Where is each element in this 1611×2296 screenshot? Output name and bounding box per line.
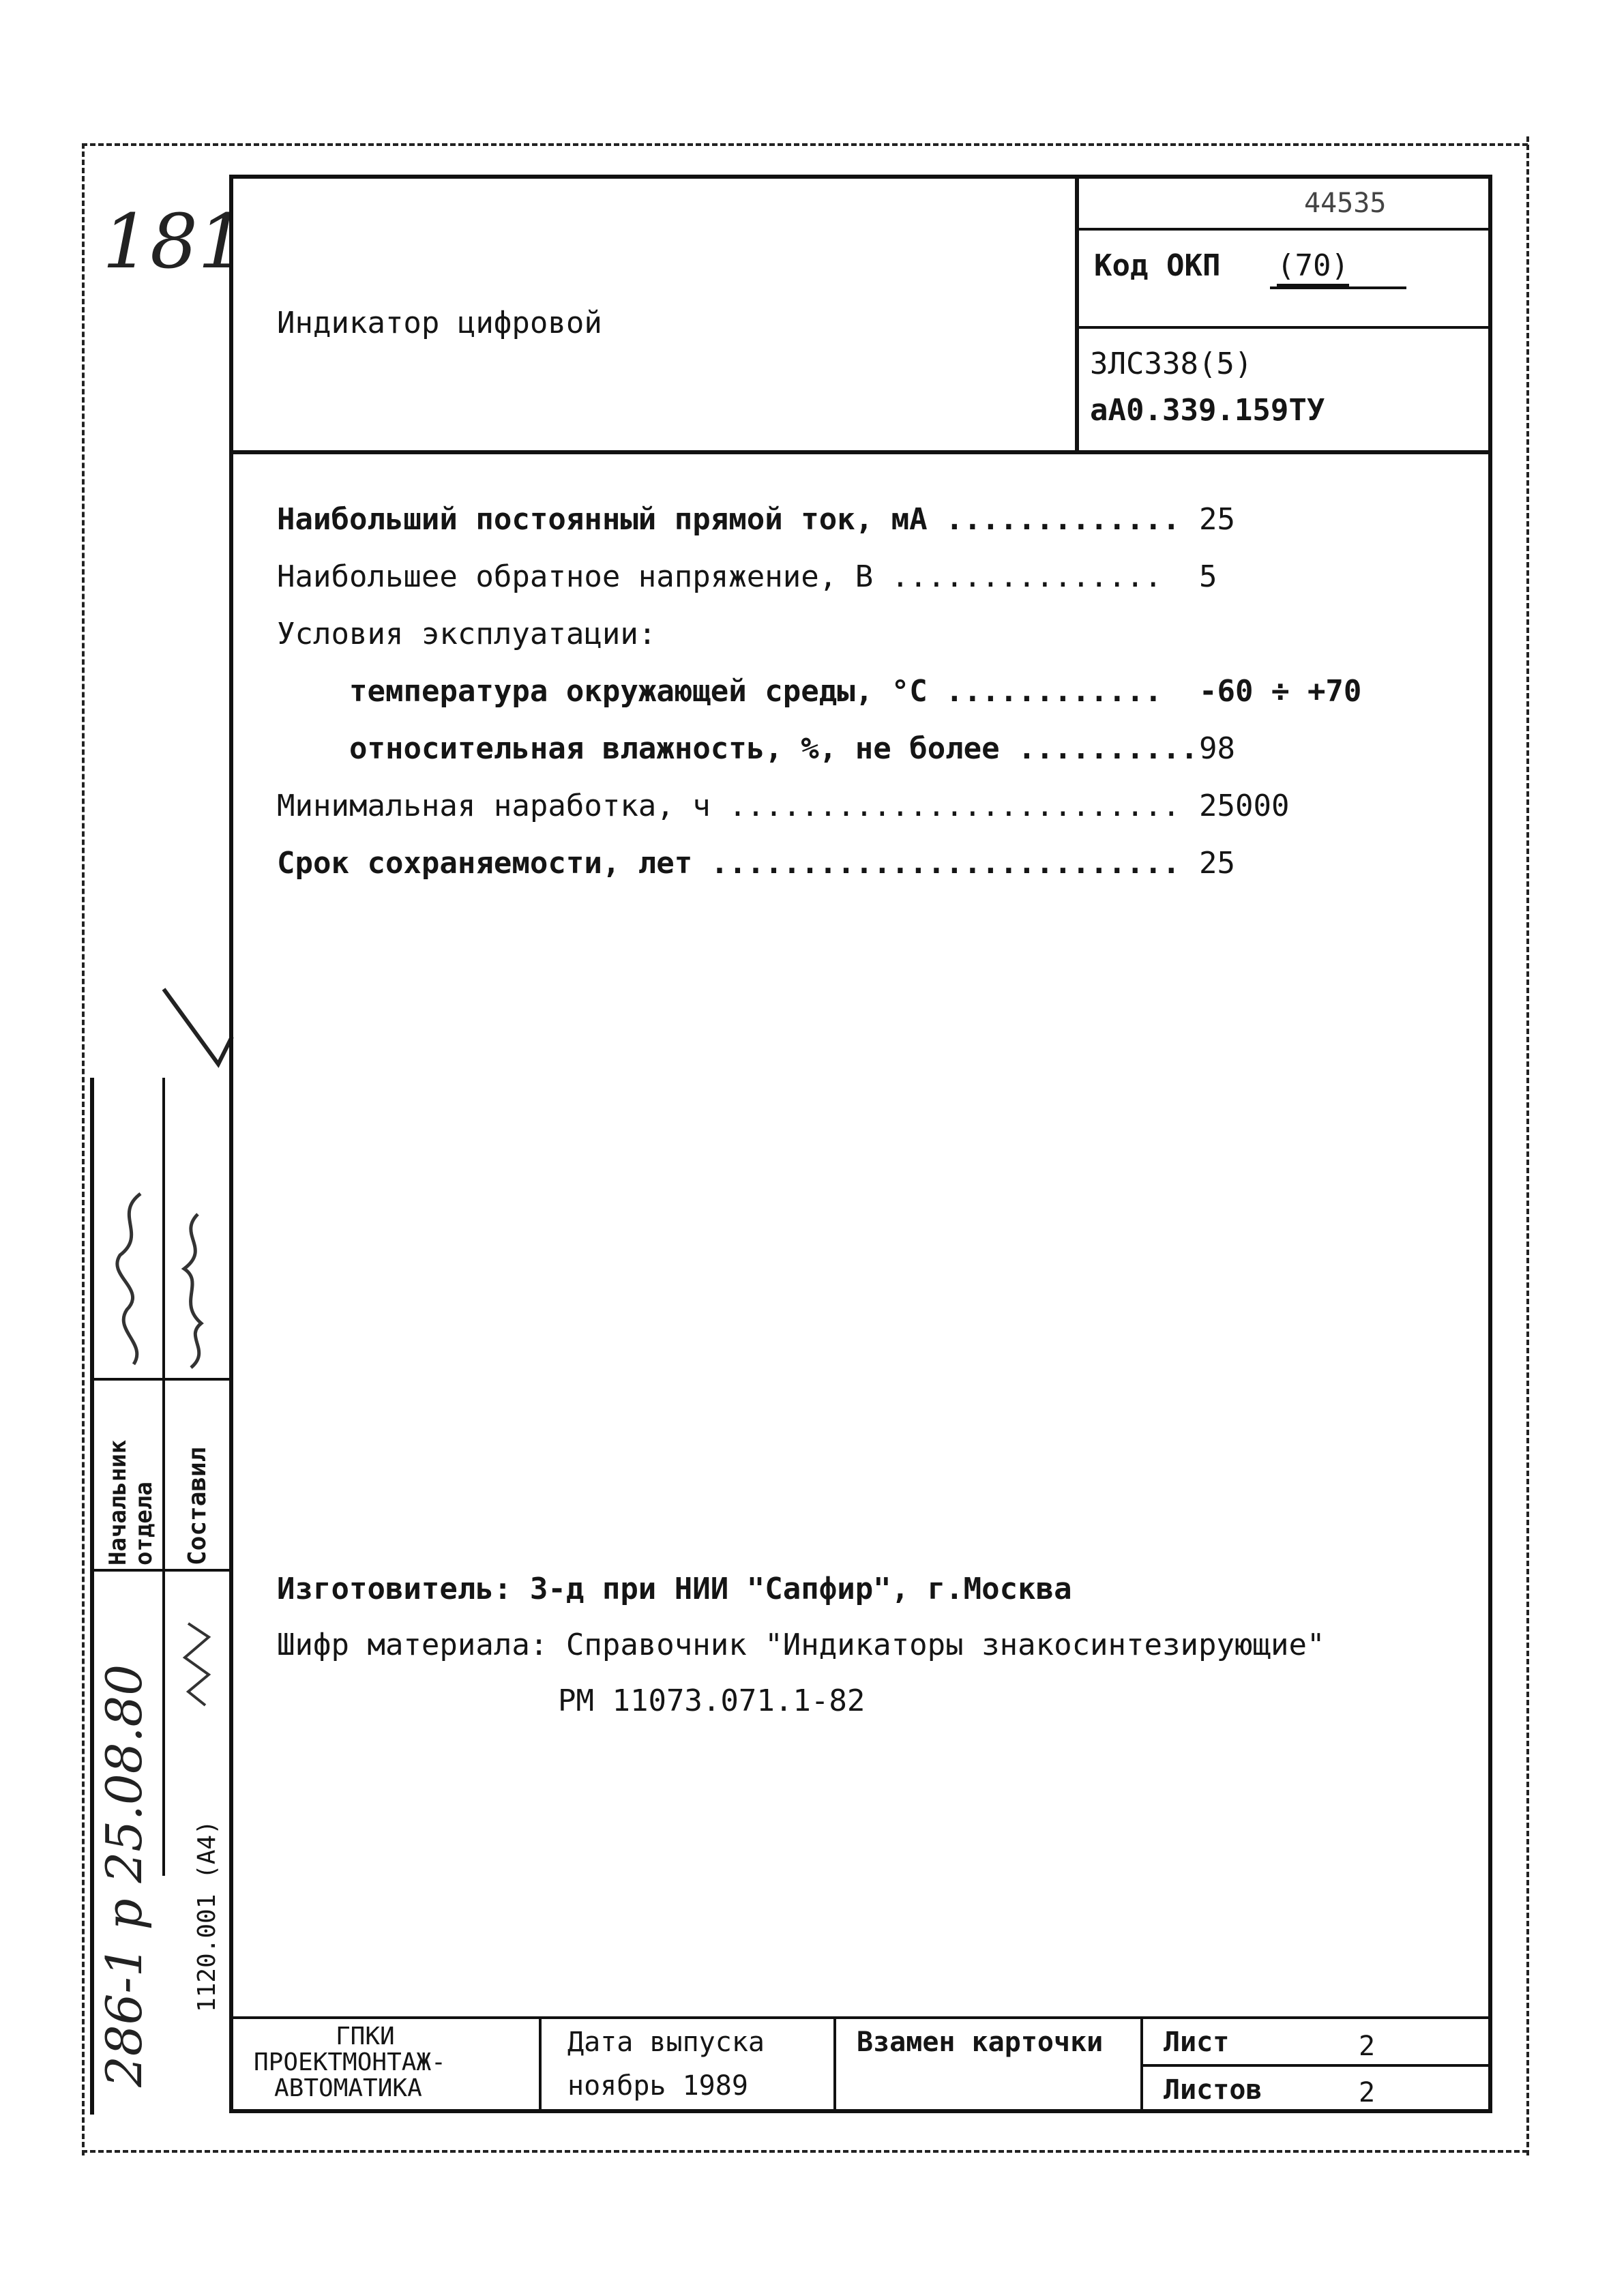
release-label: Дата выпуска: [567, 2027, 765, 2058]
chief-label: Начальник отдела: [104, 1439, 158, 1565]
param-2-value: 5: [1199, 559, 1217, 594]
right-cut-line: [1526, 136, 1529, 2155]
form-code: 1120.001 (А4): [193, 1820, 221, 2012]
left-cut-line: [82, 143, 85, 2155]
param-6-value: 25000: [1199, 789, 1290, 823]
top-cut-line: [82, 143, 1528, 146]
cipher-code: РМ 11073.071.1-82: [558, 1683, 866, 1718]
sheets-label: Листов: [1164, 2074, 1262, 2106]
document-title: Индикатор цифровой: [277, 306, 602, 340]
catalog-card: [229, 175, 1492, 2113]
okp-value: (70): [1277, 248, 1349, 286]
okp-label: Код ОКП: [1094, 248, 1221, 283]
release-value: ноябрь 1989: [567, 2070, 748, 2102]
param-7-label: Срок сохраняемости, лет ..........................: [277, 846, 1181, 881]
param-7-value: 25: [1199, 846, 1235, 881]
material-cipher: Шифр материала: Справочник "Индикаторы знакосинтезирующие": [277, 1628, 1325, 1662]
replace-label: Взамен карточки: [857, 2027, 1104, 2058]
composer-label: Составил: [183, 1447, 211, 1565]
param-3-label: Условия эксплуатации:: [277, 617, 657, 651]
sheet-value: 2: [1359, 2031, 1376, 2062]
signature-small: [175, 1617, 222, 1712]
sheets-value: 2: [1359, 2077, 1376, 2108]
signature-chief: [100, 1187, 161, 1371]
handwritten-page-number: 181: [102, 198, 246, 285]
param-1-value: 25: [1199, 502, 1235, 537]
param-2-label: Наибольшее обратное напряжение, В ...............: [277, 559, 1163, 594]
check-mark: [157, 982, 239, 1078]
bottom-cut-line: [82, 2150, 1528, 2153]
org-line-2: ПРОЕКТМОНТАЖ-: [254, 2048, 446, 2076]
org-line-1: ГПКИ: [336, 2022, 395, 2050]
manufacturer: Изготовитель: З-д при НИИ "Сапфир", г.Москва: [277, 1572, 1072, 1606]
param-6-label: Минимальная наработка, ч .........................: [277, 789, 1181, 823]
signature-composer: [171, 1207, 225, 1371]
param-1-label: Наибольший постоянный прямой ток, мА .............: [277, 502, 1181, 537]
sheet-label: Лист: [1164, 2027, 1230, 2058]
param-4-label: температура окружающей среды, °С ............: [349, 674, 1163, 709]
param-5-value: 98: [1199, 731, 1235, 766]
param-4-value: -60 ÷ +70: [1199, 674, 1362, 709]
spec-code: аА0.339.159ТУ: [1090, 393, 1325, 428]
handwritten-note: 286-1 р 25.08.80: [95, 1664, 153, 2087]
side-stamp: [90, 1078, 229, 2115]
param-5-label: относительная влажность, %, не более ..........: [349, 731, 1199, 766]
designation: 3ЛС338(5): [1090, 347, 1253, 381]
org-line-3: АВТОМАТИКА: [274, 2074, 422, 2102]
doc-number: 44535: [1304, 188, 1387, 219]
